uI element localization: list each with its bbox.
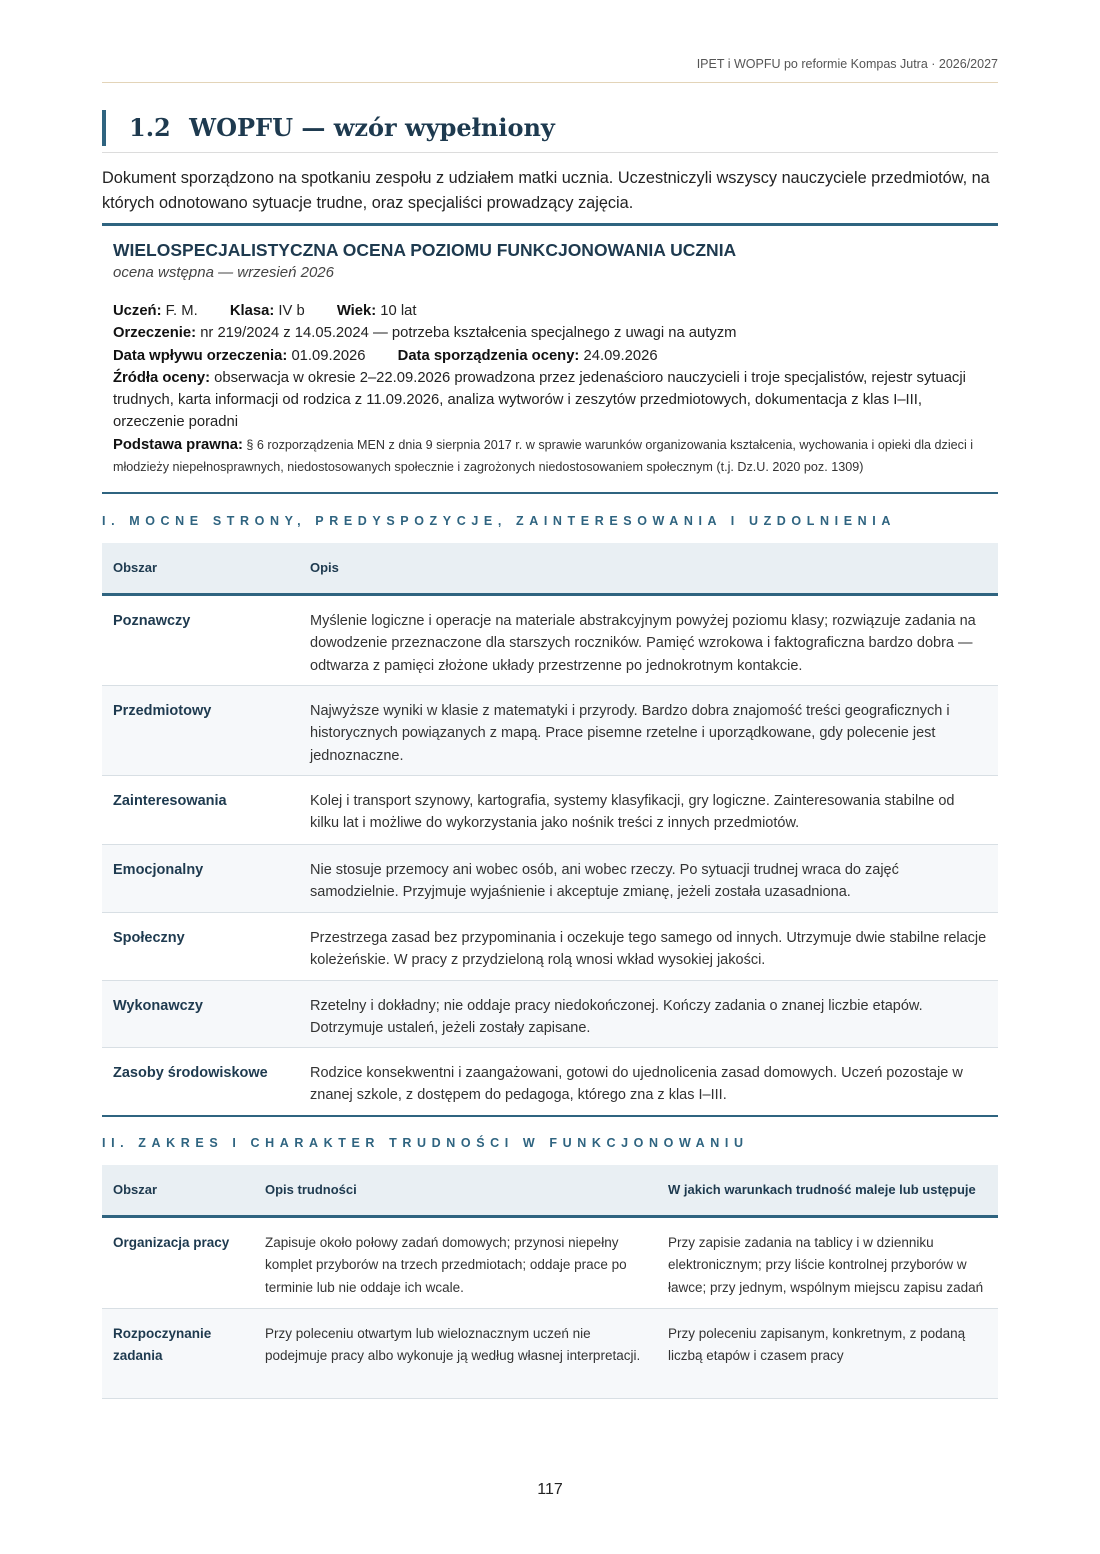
age-label: Wiek: [336, 303, 377, 319]
column-header-difficulty: Opis trudności [254, 1165, 657, 1216]
section-number: 1.2 [129, 113, 171, 142]
row-description: Rodzice konsekwentni i zaangażowani, gotowi do ujednolicenia zasad domowych. Uczeń pozostaje w znanej szkole, z dostępem do pedagoga, którego zna z klas I–III. [299, 1047, 998, 1116]
row-area: Zasoby środowiskowe [102, 1047, 299, 1116]
strengths-table [102, 543, 998, 1117]
row-description: Rzetelny i dokładny; nie oddaje pracy niedokończonej. Kończy zadania o znanej liczbie etapów. Dotrzymuje ustaleń, jeżeli zostały zapisane. [299, 980, 998, 1047]
column-header-area: Obszar [102, 1165, 254, 1216]
class-value: IV b [278, 303, 305, 319]
running-header [102, 57, 998, 83]
section-2-heading: II. ZAKRES I CHARAKTER TRUDNOŚCI W FUNKCJONOWANIU [102, 1136, 749, 1150]
row-difficulty: Przy poleceniu otwartym lub wieloznacznym uczeń nie podejmuje pracy albo wykonuje ją według własnej interpretacji. [254, 1308, 657, 1398]
row-description: Myślenie logiczne i operacje na materiale abstrakcyjnym powyżej poziomu klasy; rozwiązuje zadania na dowodzenie przeznaczone dla starszych roczników. Pamięć wzrokowa i faktograficzna bardzo dobra — odtwarza z pamięci złożone układy przestrzenne po jednokrotnym kontakcie. [299, 594, 998, 685]
row-conditions: Przy zapisie zadania na tablicy i w dzienniku elektronicznym; przy liście kontrolnej przyborów w ławce; przy jednym, wspólnym miejscu zapisu zadań [657, 1216, 998, 1308]
section-title-text: WOPFU — wzór wypełniony [189, 113, 555, 142]
row-area: Poznawczy [102, 594, 299, 685]
student-info-line [113, 300, 987, 322]
table-row [102, 775, 998, 844]
difficulties-table [102, 1165, 998, 1399]
section-1-heading: I. MOCNE STRONY, PREDYSPOZYCJE, ZAINTERESOWANIA I UZDOLNIENIA [102, 514, 896, 528]
column-header-area: Obszar [102, 543, 299, 594]
row-description: Najwyższe wyniki w klasie z matematyki i przyrody. Bardzo dobra znajomość treści geograficznych i historycznych powiązanych z mapą. Prace pisemne rzetelne i uporządkowane, gdy polecenie jest jednoznaczne. [299, 685, 998, 775]
ruling-label: Orzeczenie: [113, 325, 197, 342]
page-number: 117 [537, 1481, 563, 1498]
document-subtitle: ocena wstępna — wrzesień 2026 [113, 264, 334, 281]
table-row [102, 685, 998, 775]
row-area: Społeczny [102, 912, 299, 980]
row-area: Organizacja pracy [102, 1216, 254, 1308]
table-row [102, 594, 998, 685]
table-row [102, 1047, 998, 1116]
legal-value: § 6 rozporządzenia MEN z dnia 9 sierpnia 2017 r. w sprawie warunków organizowania kształcenia, wychowania i opieki dla dzieci i młodzieży niepełnosprawnych, niedostosowanych społecznie i zagrożonych niedostosowaniem społecznym (t.j. Dz.U. 2020 poz. 1309) [113, 437, 974, 474]
table-row [102, 1216, 998, 1308]
intro-paragraph: Dokument sporządzono na spotkaniu zespołu z udziałem matki ucznia. Uczestniczyli wszyscy nauczyciele przedmiotów, na których odnotowano sytuacje trudne, oraz specjaliści prowadzący zajęcia. [102, 169, 990, 212]
prepared-value: 24.09.2026 [583, 347, 658, 364]
student-label: Uczeń: [113, 303, 162, 319]
row-description: Nie stosuje przemocy ani wobec osób, ani wobec rzeczy. Po sytuacji trudnej wraca do zajęć samodzielnie. Przyjmuje wyjaśnienie i akceptuje zmianę, jeżeli została uzasadniona. [299, 844, 998, 912]
age-value: 10 lat [380, 303, 417, 319]
document-summary-box [102, 223, 998, 494]
column-header-conditions: W jakich warunkach trudność maleje lub ustępuje [657, 1165, 998, 1216]
row-area: Rozpoczynanie zadania [102, 1308, 254, 1398]
received-value: 01.09.2026 [291, 347, 366, 364]
table-row [102, 844, 998, 912]
ruling-line [113, 322, 987, 344]
legal-label: Podstawa prawna: [113, 436, 243, 453]
document-title: WIELOSPECJALISTYCZNA OCENA POZIOMU FUNKCJONOWANIA UCZNIA [113, 240, 737, 260]
table-row [102, 1308, 998, 1398]
row-difficulty: Zapisuje około połowy zadań domowych; przynosi niepełny komplet przyborów na trzech przedmiotach; oddaje prace po terminie lub nie oddaje ich wcale. [254, 1216, 657, 1308]
sources-label: Źródła oceny: [113, 369, 211, 386]
row-area: Emocjonalny [102, 844, 299, 912]
column-header-description: Opis [299, 543, 998, 594]
prepared-label: Data sporządzenia oceny: [397, 347, 580, 364]
row-area: Przedmiotowy [102, 685, 299, 775]
row-description: Przestrzega zasad bez przypominania i oczekuje tego samego od innych. Utrzymuje dwie stabilne relacje koleżeńskie. W pracy z przydzieloną rolą wnosi wkład wysokiej jakości. [299, 912, 998, 980]
ruling-value: nr 219/2024 z 14.05.2024 — potrzeba kształcenia specjalnego z uwagi na autyzm [200, 325, 737, 342]
table-row [102, 912, 998, 980]
running-title: IPET i WOPFU po reformie Kompas Jutra · 2026/2027 [696, 57, 998, 71]
sources-value: obserwacja w okresie 2–22.09.2026 prowadzona przez jedenaścioro nauczycieli i troje specjalistów, rejestr sytuacji trudnych, karta informacji od rodzica z 11.09.2026, analiza wytworów i zeszytów przedmiotowych, dokumentacja z klas I–III, orzeczenie poradni [113, 369, 966, 431]
row-area: Wykonawczy [102, 980, 299, 1047]
row-area: Zainteresowania [102, 775, 299, 844]
row-conditions: Przy poleceniu zapisanym, konkretnym, z podaną liczbą etapów i czasem pracy [657, 1308, 998, 1398]
table-header-row [102, 543, 998, 594]
student-value: F. M. [165, 303, 198, 319]
class-label: Klasa: [229, 303, 275, 319]
legal-basis-line [113, 434, 987, 478]
table-header-row [102, 1165, 998, 1216]
table-row [102, 980, 998, 1047]
sources-line [113, 367, 987, 434]
title-divider [102, 152, 998, 153]
dates-line [113, 345, 987, 367]
row-description: Kolej i transport szynowy, kartografia, systemy klasyfikacji, gry logiczne. Zainteresowania stabilne od kilku lat i możliwe do wykorzystania jako nośnik treści z innych przedmiotów. [299, 775, 998, 844]
received-label: Data wpływu orzeczenia: [113, 347, 288, 364]
section-heading [102, 110, 998, 146]
